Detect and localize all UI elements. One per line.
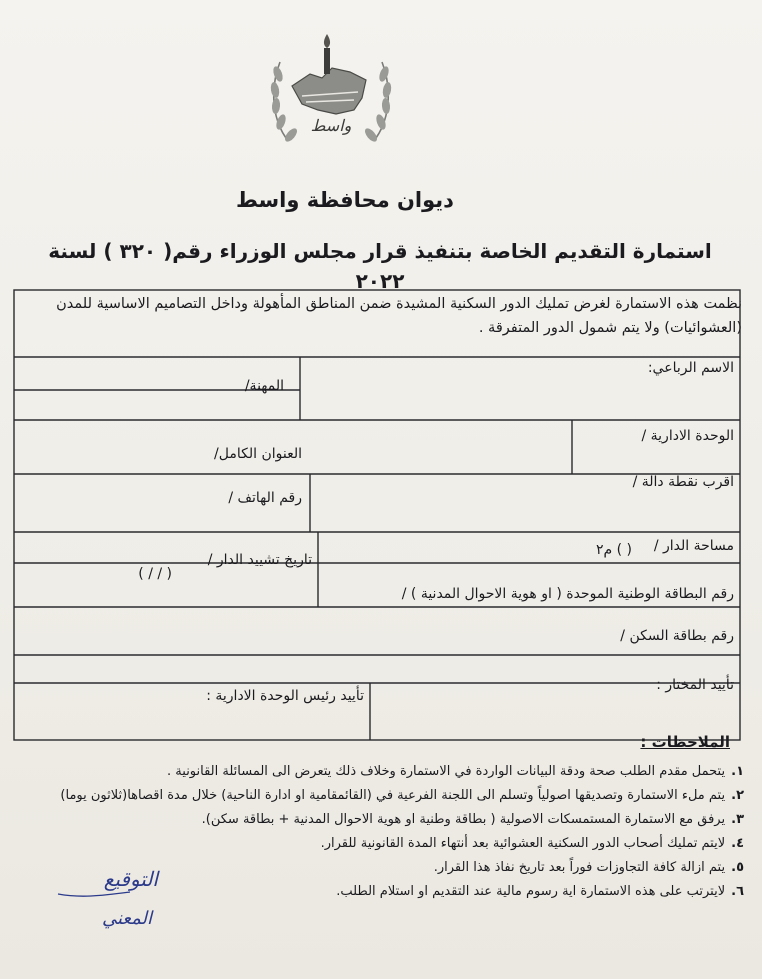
note-number: ١. — [731, 764, 744, 779]
svg-text:واسط: واسط — [310, 116, 352, 135]
note-item — [4, 760, 744, 784]
note-text: يرفق مع الاستمارة المستمسكات الاصولية ( بطاقة وطنية او هوية الاحوال المدنية + بطاقة سكن). — [201, 812, 726, 827]
form-title: استمارة التقديم الخاصة بتنفيذ قرار مجلس الوزراء رقم( ٣٢٠ ) لسنة ٢٠٢٢ — [48, 239, 712, 293]
note-number: ٢. — [731, 788, 744, 803]
area-value[interactable]: ( ) م٢ — [595, 542, 632, 558]
note-item — [4, 784, 744, 808]
admin-head-approval-field[interactable] — [16, 685, 368, 738]
nearest-landmark-field[interactable] — [312, 476, 738, 530]
residence-card-label: رقم بطاقة السكن / — [620, 628, 734, 644]
note-item — [4, 808, 744, 832]
intro-paragraph: نظمت هذه الاستمارة لغرض تمليك الدور السكنية المشيدة ضمن المناطق المأهولة وداخل التصاميم الاساسية للمدن (العشوائيات) ولا يتم شمول الدور المتفرقة . — [56, 296, 742, 336]
note-text: يتحمل مقدم الطلب صحة ودقة البيانات الواردة في الاستمارة وخلاف ذلك يتعرض الى المسائلة القانونية . — [167, 764, 726, 779]
profession-field[interactable] — [16, 392, 298, 418]
note-text: لايتم تمليك أصحاب الدور السكنية العشوائية بعد أنتهاء المدة القانونية للقرار. — [320, 836, 726, 851]
nearest-landmark-label: اقرب نقطة دالة / — [632, 474, 734, 490]
svg-text:المعني: المعني — [101, 908, 152, 929]
note-number: ٦. — [731, 884, 744, 899]
build-date-label: تاريخ تشييد الدار / — [207, 552, 312, 568]
build-date-value[interactable]: ( / / ) — [138, 566, 172, 582]
phone-field[interactable] — [16, 476, 308, 530]
phone-label: رقم الهاتف / — [228, 490, 302, 506]
note-text: يتم ملء الاستمارة وتصديقها اصولياً وتسلم الى اللجنة الفرعية في (القائمقامية او ادارة الناحية) خلال مدة اقصاها(ثلاثون يوما) — [60, 788, 726, 803]
note-number: ٤. — [731, 836, 744, 851]
note-text: لايترتب على هذه الاستمارة اية رسوم مالية عند التقديم او استلام الطلب. — [336, 884, 726, 899]
full-address-field[interactable] — [16, 422, 570, 472]
notes-heading: الملاحظات : — [640, 733, 730, 751]
wasit-emblem-icon — [258, 18, 404, 164]
note-number: ٥. — [731, 860, 744, 875]
mukhtar-approval-label: تأييد المختار : — [656, 677, 734, 693]
note-number: ٣. — [731, 812, 744, 827]
admin-unit-field[interactable] — [574, 422, 624, 472]
note-text: يتم ازالة كافة التجاوزات فوراً بعد تاريخ نفاذ هذا القرار. — [433, 860, 726, 875]
handwritten-signature — [40, 848, 170, 938]
full-address-label: العنوان الكامل/ — [214, 446, 302, 462]
area-label: مساحة الدار / — [653, 538, 734, 554]
svg-text:التوقيع: التوقيع — [103, 867, 158, 891]
mukhtar-approval-field[interactable] — [372, 685, 738, 738]
national-id-label: رقم البطاقة الوطنية الموحدة ( او هوية الاحوال المدنية ) / — [401, 586, 734, 602]
admin-unit-label: الوحدة الادارية / — [641, 428, 734, 444]
profession-label: المهنة/ — [244, 378, 284, 394]
office-title: ديوان محافظة واسط — [236, 188, 454, 212]
full-name-label: الاسم الرباعي: — [647, 360, 734, 376]
admin-head-approval-label: تأييد رئيس الوحدة الادارية : — [206, 688, 364, 704]
